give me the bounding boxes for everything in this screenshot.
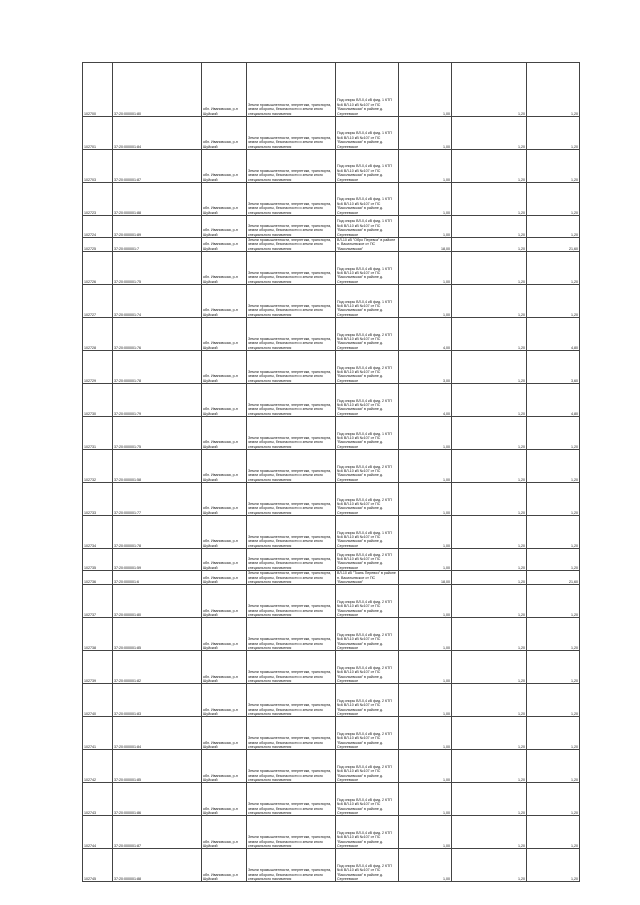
purpose-description: Под опоры ВЛ-0,4 кВ фид. 2 КТП №6 ВЛ-10 кВ №107 от ПС "Васильевская" в районе д. Сергеевское — [336, 618, 399, 651]
total-value: 1,20 — [527, 417, 580, 450]
rate-value: 1,20 — [452, 450, 527, 483]
total-value: 1,20 — [527, 216, 580, 238]
land-category: Земли промышленности, энергетики, транспорта, земли обороны, безопасности и земли иного специального назначения — [247, 285, 336, 318]
cadastral-number: 37:20:000001:87 — [113, 816, 202, 849]
land-category: Земли промышленности, энергетики, транспорта, земли обороны, безопасности и земли иного специального назначения — [247, 117, 336, 150]
rate-value: 1,20 — [452, 651, 527, 684]
area-value: 1,00 — [399, 183, 452, 216]
rate-value: 1,20 — [452, 63, 527, 117]
total-value: 21,60 — [527, 238, 580, 252]
location: обл. Ивановская, р-н Шуйский — [202, 318, 247, 351]
location: обл. Ивановская, р-н Шуйский — [202, 117, 247, 150]
location: обл. Ивановская, р-н Шуйский — [202, 285, 247, 318]
purpose-description: Под опоры ВЛ-0,4 кВ фид. 2 КТП №6 ВЛ-10 кВ №107 от ПС "Васильевская" в районе д. Сергеевское — [336, 816, 399, 849]
rate-value: 1,20 — [452, 516, 527, 549]
rate-value: 1,20 — [452, 816, 527, 849]
cadastral-number: 37:20:000001:84 — [113, 717, 202, 750]
area-value: 1,00 — [399, 417, 452, 450]
land-category: Земли промышленности, энергетики, транспорта, земли обороны, безопасности и земли иного специального назначения — [247, 549, 336, 571]
row-id: 102737 — [83, 585, 113, 618]
table-row — [83, 150, 580, 183]
purpose-description: Под опоры ВЛ-0,4 кВ фид. 2 КТП №6 ВЛ-10 кВ №107 от ПС "Васильевская" в районе д. Сергеевское — [336, 750, 399, 783]
total-value: 1,20 — [527, 618, 580, 651]
rate-value: 1,20 — [452, 717, 527, 750]
purpose-description: Под опоры ВЛ-0,4 кВ фид. 1 КТП №6 ВЛ-10 кВ №107 от ПС "Васильевская" в районе д. Сергеевское — [336, 63, 399, 117]
table-row — [83, 384, 580, 417]
location: обл. Ивановская, р-н Шуйский — [202, 717, 247, 750]
cadastral-number: 37:20:000001:78 — [113, 351, 202, 384]
cadastral-number: 37:20:000001:88 — [113, 849, 202, 882]
row-id: 102728 — [83, 318, 113, 351]
purpose-description: ВЛ-10 кВ "Обро Перевоз" в районе п. Васильевское от ПС "Васильевская" — [336, 238, 399, 252]
total-value: 1,20 — [527, 285, 580, 318]
area-value: 4,00 — [399, 384, 452, 417]
area-value: 1,00 — [399, 618, 452, 651]
area-value: 1,00 — [399, 651, 452, 684]
rate-value: 1,20 — [452, 318, 527, 351]
cadastral-number: 37:20:000001:85 — [113, 618, 202, 651]
row-id: 102742 — [83, 750, 113, 783]
land-category: Земли промышленности, энергетики, транспорта, земли обороны, безопасности и земли иного специального назначения — [247, 63, 336, 117]
land-category: Земли промышленности, энергетики, транспорта, земли обороны, безопасности и земли иного специального назначения — [247, 783, 336, 816]
total-value: 1,20 — [527, 483, 580, 516]
location: обл. Ивановская, р-н Шуйский — [202, 483, 247, 516]
land-category: Земли промышленности, энергетики, транспорта, земли обороны, безопасности и земли иного специального назначения — [247, 750, 336, 783]
rate-value: 1,20 — [452, 183, 527, 216]
land-category: Земли промышленности, энергетики, транспорта, земли обороны, безопасности и земли иного специального назначения — [247, 384, 336, 417]
table-row — [83, 238, 580, 252]
land-category: Земли промышленности, энергетики, транспорта, земли обороны, безопасности и земли иного специального назначения — [247, 849, 336, 882]
row-id: 102727 — [83, 285, 113, 318]
land-category: Земли промышленности, энергетики, транспорта, земли обороны, безопасности и земли иного специального назначения — [247, 252, 336, 285]
row-id: 102730 — [83, 384, 113, 417]
area-value: 4,00 — [399, 318, 452, 351]
purpose-description: Под опоры ВЛ-0,4 кВ фид. 1 КТП №6 ВЛ-10 кВ №107 от ПС "Васильевская" в районе д. Сергеевское — [336, 516, 399, 549]
land-category: Земли промышленности, энергетики, транспорта, земли обороны, безопасности и земли иного специального назначения — [247, 516, 336, 549]
total-value: 1,20 — [527, 651, 580, 684]
total-value: 1,20 — [527, 252, 580, 285]
area-value: 1,00 — [399, 783, 452, 816]
cadastral-number: 37:20:000001:78 — [113, 516, 202, 549]
table-row — [83, 183, 580, 216]
rate-value: 1,20 — [452, 483, 527, 516]
total-value: 1,20 — [527, 117, 580, 150]
purpose-description: Под опоры ВЛ-0,4 кВ фид. 1 КТП №6 ВЛ-10 кВ №107 от ПС "Васильевская" в районе д. Сергеевское — [336, 216, 399, 238]
cadastral-number: 37:20:000001:75 — [113, 252, 202, 285]
row-id: 102738 — [83, 618, 113, 651]
total-value: 1,20 — [527, 684, 580, 717]
area-value: 3,00 — [399, 351, 452, 384]
land-category: Земли промышленности, энергетики, транспорта, земли обороны, безопасности и земли иного специального назначения — [247, 351, 336, 384]
purpose-description: Под опоры ВЛ-0,4 кВ фид. 1 КТП №6 ВЛ-10 кВ №107 от ПС "Васильевская" в районе д. Сергеевское — [336, 183, 399, 216]
land-category: Земли промышленности, энергетики, транспорта, земли обороны, безопасности и земли иного специального назначения — [247, 571, 336, 585]
total-value: 1,20 — [527, 849, 580, 882]
row-id: 102726 — [83, 252, 113, 285]
table-body — [83, 63, 580, 882]
location: обл. Ивановская, р-н Шуйский — [202, 63, 247, 117]
area-value: 1,00 — [399, 150, 452, 183]
purpose-description: Под опоры ВЛ-0,4 кВ фид. 2 КТП №6 ВЛ-10 кВ №107 от ПС "Васильевская" в районе д. Сергеевское — [336, 549, 399, 571]
location: обл. Ивановская, р-н Шуйский — [202, 750, 247, 783]
rate-value: 1,20 — [452, 549, 527, 571]
row-id: 102700 — [83, 63, 113, 117]
table-row — [83, 117, 580, 150]
row-id: 102732 — [83, 450, 113, 483]
table-row — [83, 216, 580, 238]
land-category: Земли промышленности, энергетики, транспорта, земли обороны, безопасности и земли иного специального назначения — [247, 618, 336, 651]
land-category: Земли промышленности, энергетики, транспорта, земли обороны, безопасности и земли иного специального назначения — [247, 183, 336, 216]
table-row — [83, 549, 580, 571]
cadastral-number: 37:20:000001:6 — [113, 571, 202, 585]
rate-value: 1,20 — [452, 216, 527, 238]
total-value: 4,80 — [527, 384, 580, 417]
row-id: 102725 — [83, 238, 113, 252]
table-row — [83, 816, 580, 849]
land-category: Земли промышленности, энергетики, транспорта, земли обороны, безопасности и земли иного специального назначения — [247, 717, 336, 750]
row-id: 102734 — [83, 516, 113, 549]
location: обл. Ивановская, р-н Шуйский — [202, 651, 247, 684]
area-value: 1,00 — [399, 63, 452, 117]
purpose-description: Под опоры ВЛ-0,4 кВ фид. 2 КТП №6 ВЛ-10 кВ №107 от ПС "Васильевская" в районе д. Сергеевское — [336, 717, 399, 750]
table-row — [83, 783, 580, 816]
total-value: 1,20 — [527, 63, 580, 117]
area-value: 1,00 — [399, 684, 452, 717]
location: обл. Ивановская, р-н Шуйский — [202, 417, 247, 450]
table-row — [83, 585, 580, 618]
land-category: Земли промышленности, энергетики, транспорта, земли обороны, безопасности и земли иного специального назначения — [247, 585, 336, 618]
purpose-description: Под опоры ВЛ-0,4 кВ фид. 2 КТП №6 ВЛ-10 кВ №107 от ПС "Васильевская" в районе д. Сергеевское — [336, 351, 399, 384]
table-row — [83, 717, 580, 750]
total-value: 1,20 — [527, 150, 580, 183]
purpose-description: ВЛ-10 кВ "Ткань Перевоз" в районе п. Васильевское от ПС "Васильевская" — [336, 571, 399, 585]
rate-value: 1,20 — [452, 238, 527, 252]
purpose-description: Под опоры ВЛ-0,4 кВ фид. 1 КТП №6 ВЛ-10 кВ №107 от ПС "Васильевская" в районе д. Сергеевское — [336, 117, 399, 150]
rate-value: 1,20 — [452, 285, 527, 318]
row-id: 102729 — [83, 351, 113, 384]
row-id: 102735 — [83, 549, 113, 571]
location: обл. Ивановская, р-н Шуйский — [202, 183, 247, 216]
cadastral-number: 37:20:000001:85 — [113, 750, 202, 783]
cadastral-number: 37:20:000001:80 — [113, 63, 202, 117]
row-id: 102724 — [83, 216, 113, 238]
row-id: 102743 — [83, 783, 113, 816]
table-row — [83, 63, 580, 117]
rate-value: 1,20 — [452, 684, 527, 717]
cadastral-number: 37:20:000001:87 — [113, 150, 202, 183]
table-row — [83, 252, 580, 285]
area-value: 1,00 — [399, 450, 452, 483]
cadastral-number: 37:20:000001:89 — [113, 216, 202, 238]
area-value: 1,00 — [399, 483, 452, 516]
purpose-description: Под опоры ВЛ-0,4 кВ фид. 2 КТП №6 ВЛ-10 кВ №107 от ПС "Васильевская" в районе д. Сергеевское — [336, 849, 399, 882]
table-row — [83, 351, 580, 384]
table-row — [83, 750, 580, 783]
table-row — [83, 417, 580, 450]
area-value: 18,00 — [399, 571, 452, 585]
land-category: Земли промышленности, энергетики, транспорта, земли обороны, безопасности и земли иного специального назначения — [247, 651, 336, 684]
rate-value: 1,20 — [452, 849, 527, 882]
row-id: 102701 — [83, 117, 113, 150]
location: обл. Ивановская, р-н Шуйский — [202, 618, 247, 651]
location: обл. Ивановская, р-н Шуйский — [202, 384, 247, 417]
land-category: Земли промышленности, энергетики, транспорта, земли обороны, безопасности и земли иного специального назначения — [247, 238, 336, 252]
land-category: Земли промышленности, энергетики, транспорта, земли обороны, безопасности и земли иного специального назначения — [247, 483, 336, 516]
rate-value: 1,20 — [452, 384, 527, 417]
area-value: 1,00 — [399, 549, 452, 571]
location: обл. Ивановская, р-н Шуйский — [202, 150, 247, 183]
row-id: 102744 — [83, 816, 113, 849]
total-value: 1,20 — [527, 450, 580, 483]
cadastral-number: 37:20:000001:80 — [113, 585, 202, 618]
location: обл. Ивановская, р-н Шуйский — [202, 238, 247, 252]
purpose-description: Под опоры ВЛ-0,4 кВ фид. 2 КТП №6 ВЛ-10 кВ №107 от ПС "Васильевская" в районе д. Сергеевское — [336, 450, 399, 483]
cadastral-number: 37:20:000001:88 — [113, 183, 202, 216]
area-value: 1,00 — [399, 516, 452, 549]
land-category: Земли промышленности, энергетики, транспорта, земли обороны, безопасности и земли иного специального назначения — [247, 816, 336, 849]
total-value: 1,20 — [527, 717, 580, 750]
area-value: 1,00 — [399, 285, 452, 318]
table-row — [83, 618, 580, 651]
table-row — [83, 684, 580, 717]
land-category: Земли промышленности, энергетики, транспорта, земли обороны, безопасности и земли иного специального назначения — [247, 417, 336, 450]
total-value: 3,60 — [527, 351, 580, 384]
land-category: Земли промышленности, энергетики, транспорта, земли обороны, безопасности и земли иного специального назначения — [247, 684, 336, 717]
total-value: 1,20 — [527, 816, 580, 849]
cadastral-number: 37:20:000001:83 — [113, 684, 202, 717]
row-id: 102723 — [83, 183, 113, 216]
rate-value: 1,20 — [452, 783, 527, 816]
area-value: 1,00 — [399, 849, 452, 882]
rate-value: 1,20 — [452, 618, 527, 651]
purpose-description: Под опоры ВЛ-0,4 кВ фид. 1 КТП №6 ВЛ-10 кВ №107 от ПС "Васильевская" в районе д. Сергеевское — [336, 150, 399, 183]
purpose-description: Под опоры ВЛ-0,4 кВ фид. 1 КТП №6 ВЛ-10 кВ №107 от ПС "Васильевская" в районе д. Сергеевское — [336, 417, 399, 450]
area-value: 1,00 — [399, 117, 452, 150]
row-id: 102731 — [83, 417, 113, 450]
cadastral-number: 37:20:000001:59 — [113, 549, 202, 571]
purpose-description: Под опоры ВЛ-0,4 кВ фид. 2 КТП №6 ВЛ-10 кВ №107 от ПС "Васильевская" в районе д. Сергеевское — [336, 783, 399, 816]
location: обл. Ивановская, р-н Шуйский — [202, 216, 247, 238]
total-value: 21,60 — [527, 571, 580, 585]
area-value: 1,00 — [399, 585, 452, 618]
location: обл. Ивановская, р-н Шуйский — [202, 351, 247, 384]
table-row — [83, 571, 580, 585]
location: обл. Ивановская, р-н Шуйский — [202, 549, 247, 571]
rate-value: 1,20 — [452, 750, 527, 783]
rate-value: 1,20 — [452, 585, 527, 618]
total-value: 1,20 — [527, 516, 580, 549]
table-row — [83, 285, 580, 318]
location: обл. Ивановская, р-н Шуйский — [202, 516, 247, 549]
rate-value: 1,20 — [452, 417, 527, 450]
land-category: Земли промышленности, энергетики, транспорта, земли обороны, безопасности и земли иного специального назначения — [247, 150, 336, 183]
table-row — [83, 450, 580, 483]
table-row — [83, 651, 580, 684]
purpose-description: Под опоры ВЛ-0,4 кВ фид. 2 КТП №6 ВЛ-10 кВ №107 от ПС "Васильевская" в районе д. Сергеевское — [336, 318, 399, 351]
area-value: 1,00 — [399, 717, 452, 750]
table-row — [83, 516, 580, 549]
land-category: Земли промышленности, энергетики, транспорта, земли обороны, безопасности и земли иного специального назначения — [247, 318, 336, 351]
row-id: 102741 — [83, 717, 113, 750]
location: обл. Ивановская, р-н Шуйский — [202, 783, 247, 816]
total-value: 1,20 — [527, 549, 580, 571]
cadastral-number: 37:20:000001:7 — [113, 238, 202, 252]
location: обл. Ивановская, р-н Шуйский — [202, 571, 247, 585]
purpose-description: Под опоры ВЛ-0,4 кВ фид. 2 КТП №6 ВЛ-10 кВ №107 от ПС "Васильевская" в районе д. Сергеевское — [336, 483, 399, 516]
table-row — [83, 483, 580, 516]
row-id: 102740 — [83, 684, 113, 717]
rate-value: 1,20 — [452, 117, 527, 150]
cadastral-number: 37:20:000001:74 — [113, 285, 202, 318]
land-category: Земли промышленности, энергетики, транспорта, земли обороны, безопасности и земли иного специального назначения — [247, 450, 336, 483]
area-value: 1,00 — [399, 816, 452, 849]
area-value: 18,00 — [399, 238, 452, 252]
table-row — [83, 849, 580, 882]
area-value: 1,00 — [399, 252, 452, 285]
cadastral-number: 37:20:000001:86 — [113, 783, 202, 816]
area-value: 1,00 — [399, 216, 452, 238]
cadastral-number: 37:20:000001:76 — [113, 318, 202, 351]
location: обл. Ивановская, р-н Шуйский — [202, 252, 247, 285]
location: обл. Ивановская, р-н Шуйский — [202, 849, 247, 882]
table-row — [83, 318, 580, 351]
row-id: 102739 — [83, 651, 113, 684]
cadastral-number: 37:20:000001:75 — [113, 417, 202, 450]
rate-value: 1,20 — [452, 351, 527, 384]
cadastral-number: 37:20:000001:82 — [113, 651, 202, 684]
row-id: 102733 — [83, 483, 113, 516]
purpose-description: Под опоры ВЛ-0,4 кВ фид. 2 КТП №6 ВЛ-10 кВ №107 от ПС "Васильевская" в районе д. Сергеевское — [336, 585, 399, 618]
cadastral-number: 37:20:000001:58 — [113, 450, 202, 483]
cadastral-number: 37:20:000001:77 — [113, 483, 202, 516]
total-value: 4,80 — [527, 318, 580, 351]
purpose-description: Под опоры ВЛ-0,4 кВ фид. 2 КТП №6 ВЛ-10 кВ №107 от ПС "Васильевская" в районе д. Сергеевское — [336, 684, 399, 717]
land-category: Земли промышленности, энергетики, транспорта, земли обороны, безопасности и земли иного специального назначения — [247, 216, 336, 238]
location: обл. Ивановская, р-н Шуйский — [202, 585, 247, 618]
total-value: 1,20 — [527, 750, 580, 783]
purpose-description: Под опоры ВЛ-0,4 кВ фид. 2 КТП №6 ВЛ-10 кВ №107 от ПС "Васильевская" в районе д. Сергеевское — [336, 651, 399, 684]
purpose-description: Под опоры ВЛ-0,4 кВ фид. 1 КТП №6 ВЛ-10 кВ №107 от ПС "Васильевская" в районе д. Сергеевское — [336, 252, 399, 285]
land-parcels-table — [82, 62, 580, 882]
rate-value: 1,20 — [452, 252, 527, 285]
row-id: 102736 — [83, 571, 113, 585]
purpose-description: Под опоры ВЛ-0,4 кВ фид. 1 КТП №6 ВЛ-10 кВ №107 от ПС "Васильевская" в районе д. Сергеевское — [336, 285, 399, 318]
rate-value: 1,20 — [452, 150, 527, 183]
cadastral-number: 37:20:000001:79 — [113, 384, 202, 417]
location: обл. Ивановская, р-н Шуйский — [202, 816, 247, 849]
cadastral-number: 37:20:000001:84 — [113, 117, 202, 150]
total-value: 1,20 — [527, 183, 580, 216]
location: обл. Ивановская, р-н Шуйский — [202, 684, 247, 717]
total-value: 1,20 — [527, 585, 580, 618]
row-id: 102745 — [83, 849, 113, 882]
purpose-description: Под опоры ВЛ-0,4 кВ фид. 2 КТП №6 ВЛ-10 кВ №107 от ПС "Васильевская" в районе д. Сергеевское — [336, 384, 399, 417]
total-value: 1,20 — [527, 783, 580, 816]
area-value: 1,00 — [399, 750, 452, 783]
location: обл. Ивановская, р-н Шуйский — [202, 450, 247, 483]
rate-value: 1,20 — [452, 571, 527, 585]
row-id: 102703 — [83, 150, 113, 183]
